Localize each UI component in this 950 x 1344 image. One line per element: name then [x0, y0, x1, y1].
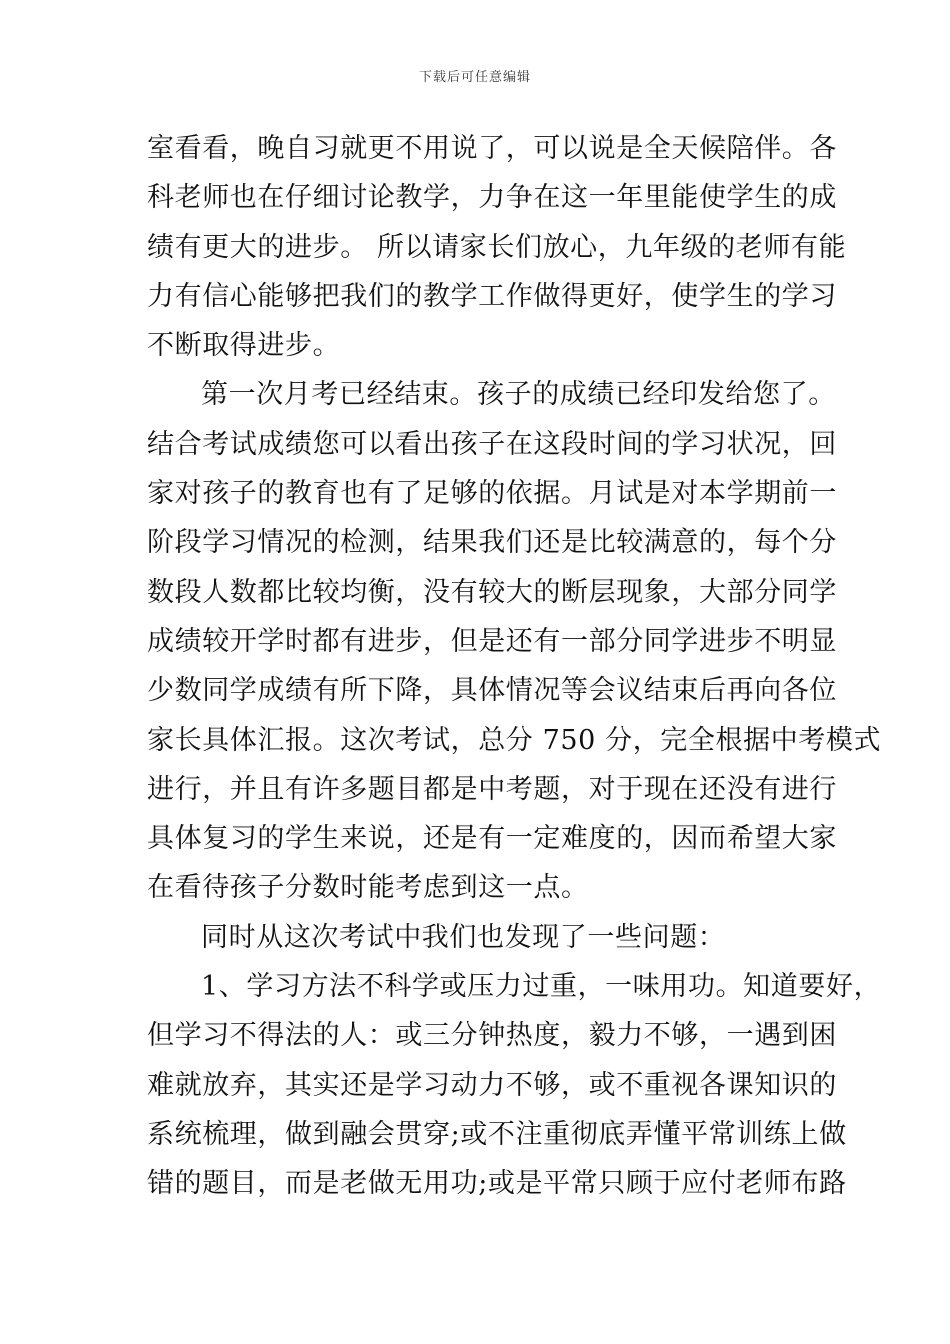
text-line: 系统梳理，做到融会贯穿;或不注重彻底弄懂平常训练上做 — [147, 1118, 847, 1150]
text-line: 结合考试成绩您可以看出孩子在这段时间的学习状况，回 — [147, 428, 837, 460]
text-line: 错的题目，而是老做无用功;或是平常只顾于应付老师布路 — [147, 1168, 847, 1200]
text-line: 阶段学习情况的检测，结果我们还是比较满意的，每个分 — [147, 527, 837, 559]
text-line: 具体复习的学生来说，还是有一定难度的，因而希望大家 — [147, 823, 837, 855]
page-header: 下载后可任意编辑 — [418, 70, 531, 85]
document-body — [147, 124, 882, 1209]
text-line: 绩有更大的进步。 所以请家长们放心，九年级的老师有能 — [147, 231, 847, 263]
text-line: 力有信心能够把我们的教学工作做得更好，使学生的学习 — [147, 280, 837, 312]
text-line: 数段人数都比较均衡，没有较大的断层现象，大部分同学 — [147, 576, 837, 608]
text-line: 在看待孩子分数时能考虑到这一点。 — [147, 872, 589, 904]
text-line: 进行，并且有许多题目都是中考题，对于现在还没有进行 — [147, 773, 837, 805]
text-line: 室看看，晚自习就更不用说了，可以说是全天候陪伴。各 — [147, 133, 837, 164]
text-line: 难就放弃，其实还是学习动力不够，或不重视各课知识的 — [147, 1069, 837, 1101]
text-line: 科老师也在仔细讨论教学，力争在这一年里能使学生的成 — [147, 182, 837, 214]
text-line: 家长具体汇报。这次考试，总分 750 分，完全根据中考模式 — [147, 724, 882, 756]
text-line: 家对孩子的教育也有了足够的依据。月试是对本学期前一 — [147, 478, 837, 510]
text-line: 不断取得进步。 — [147, 330, 341, 362]
text-line: 但学习不得法的人：或三分钟热度，毅力不够，一遇到困 — [147, 1020, 837, 1052]
paragraph-start-line: 同时从这次考试中我们也发现了一些问题： — [201, 921, 726, 953]
text-line: 少数同学成绩有所下降，具体情况等会议结束后再向各位 — [147, 675, 837, 707]
paragraph-start-line: 1、学习方法不科学或压力过重，一味用功。知道要好， — [201, 971, 882, 1003]
paragraph-start-line: 第一次月考已经结束。孩子的成绩已经印发给您了。 — [201, 379, 836, 411]
text-line: 成绩较开学时都有进步，但是还有一部分同学进步不明显 — [147, 625, 837, 657]
